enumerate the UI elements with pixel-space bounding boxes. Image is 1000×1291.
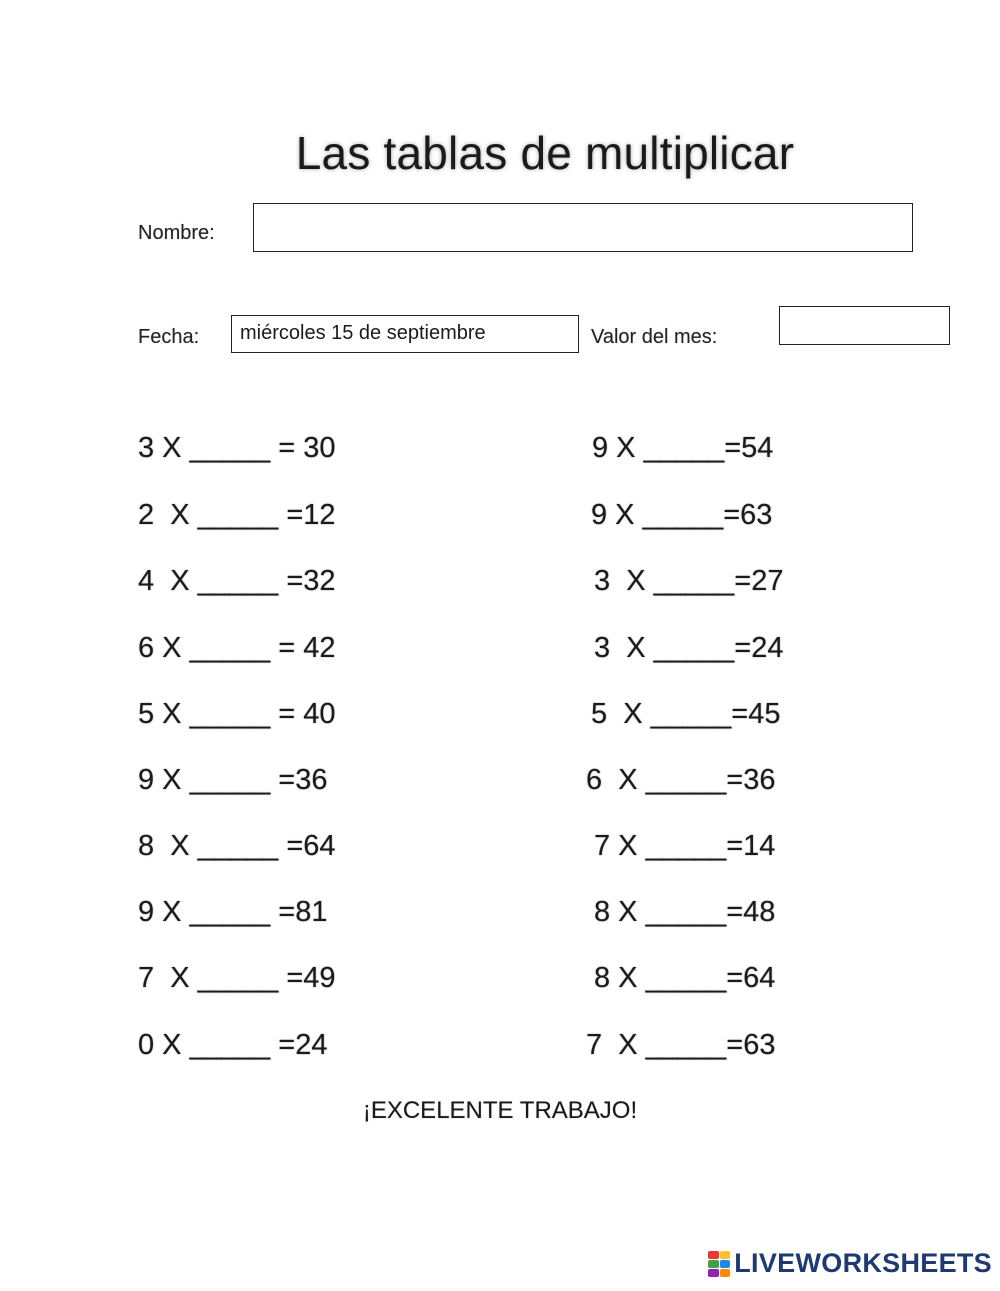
closing-message: ¡EXCELENTE TRABAJO! (362, 1097, 638, 1124)
problem-right-7[interactable]: 7 X _____=14 (594, 830, 776, 862)
problem-right-10[interactable]: 7 X _____=63 (586, 1029, 776, 1061)
liveworksheets-logo-icon (708, 1251, 730, 1277)
date-field[interactable]: miércoles 15 de septiembre (231, 315, 579, 353)
value-of-month-field[interactable] (779, 306, 950, 345)
brand-name: LIVEWORKSHEETS (734, 1248, 992, 1278)
problem-right-4[interactable]: 3 X _____=24 (594, 632, 784, 664)
problem-left-2[interactable]: 2 X _____ =12 (138, 499, 336, 531)
worksheet-title: Las tablas de multiplicar (295, 127, 795, 179)
problem-left-9[interactable]: 7 X _____ =49 (138, 962, 336, 994)
date-label: Fecha: (138, 326, 200, 348)
problem-left-1[interactable]: 3 X _____ = 30 (138, 432, 336, 464)
logo-block-2 (720, 1251, 731, 1259)
problem-left-5[interactable]: 5 X _____ = 40 (138, 698, 336, 730)
problem-right-9[interactable]: 8 X _____=64 (594, 962, 776, 994)
logo-block-6 (720, 1269, 731, 1277)
problem-right-8[interactable]: 8 X _____=48 (594, 896, 776, 928)
problem-right-3[interactable]: 3 X _____=27 (594, 565, 784, 597)
logo-block-5 (708, 1269, 719, 1277)
liveworksheets-brand[interactable] (708, 1248, 992, 1279)
problem-left-7[interactable]: 8 X _____ =64 (138, 830, 336, 862)
logo-block-3 (708, 1260, 719, 1268)
name-label: Nombre: (138, 222, 215, 244)
problem-left-10[interactable]: 0 X _____ =24 (138, 1029, 328, 1061)
problem-right-5[interactable]: 5 X _____=45 (591, 698, 781, 730)
logo-block-1 (708, 1251, 719, 1259)
logo-block-4 (720, 1260, 731, 1268)
problem-left-8[interactable]: 9 X _____ =81 (138, 896, 328, 928)
problem-right-1[interactable]: 9 X _____=54 (592, 432, 774, 464)
problem-left-3[interactable]: 4 X _____ =32 (138, 565, 336, 597)
name-field[interactable] (253, 203, 913, 252)
value-of-month-label: Valor del mes: (591, 326, 718, 348)
problem-left-4[interactable]: 6 X _____ = 42 (138, 632, 336, 664)
problem-right-6[interactable]: 6 X _____=36 (586, 764, 776, 796)
problem-right-2[interactable]: 9 X _____=63 (591, 499, 773, 531)
problem-left-6[interactable]: 9 X _____ =36 (138, 764, 328, 796)
